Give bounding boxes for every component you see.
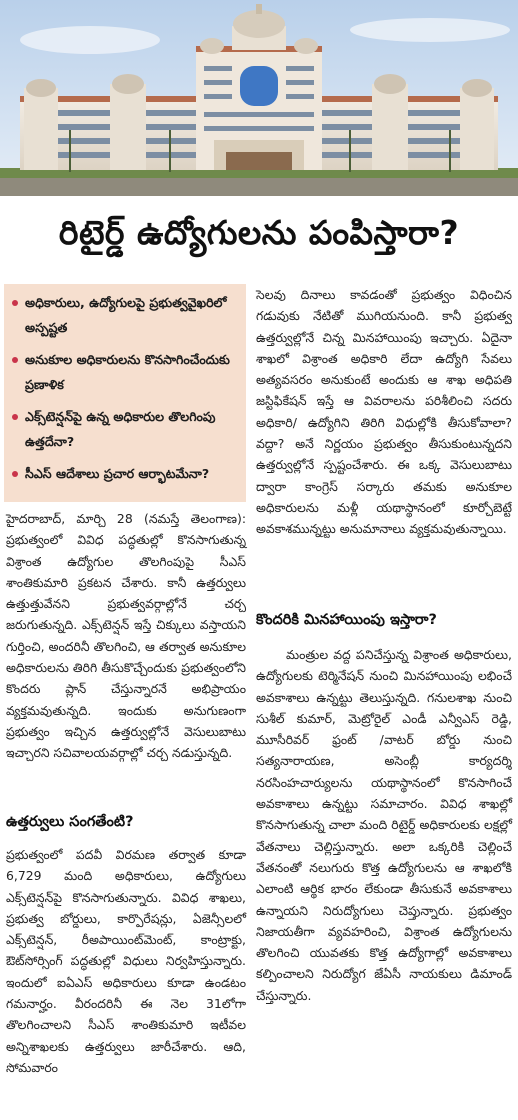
bullet-icon: [12, 357, 18, 363]
highlight-text: అనుకూల అధికారులను కొనసాగించేందుకు ప్రణాళిక: [25, 352, 230, 392]
highlight-text: ఎక్స్‌టెన్షన్‌పై ఉన్న అధికారుల తొలగింపు ఉత్తదేనా?: [25, 409, 216, 449]
bullet-icon: [12, 414, 18, 420]
bullet-icon: [12, 300, 18, 306]
highlight-item: [12, 461, 240, 486]
article-right-column-part-1: [256, 284, 512, 600]
secretariat-building-photo: [0, 0, 518, 196]
headline: రిటైర్డ్ ఉద్యోగులను పంపిస్తారా?: [58, 212, 460, 252]
article-paragraph: హైదరాబాద్, మార్చి 28 (నమస్తే తెలంగాణ): ప్రభుత్వంలో వివిధ పద్ధతుల్లో కొనసాగుతున్న విశ్రాంత ఉద్యోగుల తొలగింపుపై సీఎస్ శాంతికుమారి ప్రకటన చేశారు. కానీ ఉత్తర్వులు ఉత్తుత్తువేనని ప్రభుత్వవర్గాల్లోనే చర్చ జరుగుతున్నది. ఎక్స్‌టెన్షన్ ఇస్తే చిక్కులు వస్తాయని గుర్తించి, అందరినీ తొలగించి, ఆ తర్వాత అనుకూల అధికారులను తిరిగి తీసుకొచ్చేందుకు ప్రభుత్వంలోని కొందరు ప్లాన్ చేస్తున్నారనే అభిప్రాయం వ్యక్తమవుతున్నది. ఇందుకు అనుగుణంగా ప్రభుత్వం ఇచ్చిన ఉత్తర్వుల్లోనే వెసులుబాటు ఇచ్చారని సచివాలయవర్గాల్లో చర్చ నడుస్తున్నది.: [6, 511, 246, 761]
article-right-column-part-2: [256, 644, 512, 1114]
bullet-icon: [12, 471, 18, 477]
highlights-box: [4, 284, 246, 502]
highlight-text: సీఎస్ ఆదేశాలు ప్రచార ఆర్భాటమేనా?: [25, 466, 210, 481]
article-paragraph: సెలవు దినాలు కావడంతో ప్రభుత్వం విధించిన గడువుకు నేటితో ముగియనుంది. కానీ ప్రభుత్వ ఉత్తర్వుల్లోనే చిన్న మినహాయింపు ఇచ్చారు. ఏదైనా శాఖలో విశ్రాంత అధికారి లేదా ఉద్యోగి సేవలు అత్యవసరం అనుకుంటే అందుకు ఆ శాఖ అధిపతి జస్టిఫికేషన్ ఇస్తే ఆ వివరాలను పరిశీలించి సదరు అధికారి/ ఉద్యోగిని తిరిగి విధుల్లోకి తీసుకోవాలా? వద్దా? అనే నిర్ణయం ప్రభుత్వం తీసుకుంటున్నదని ఉత్తర్వుల్లోనే స్పష్టంచేశారు. ఈ ఒక్క వెసులుబాటు ద్వారా కాంగ్రెస్ సర్కారు తమకు అనుకూల అధికారులను మళ్లీ యథాస్థానంలో కూర్చోబెట్టే అవకాశమున్నట్టు అనుమానాలు వ్యక్తమవుతున్నాయి.: [256, 287, 512, 537]
highlight-item: [12, 404, 240, 454]
highlight-item: [12, 347, 240, 397]
section-heading: కొందరికి మినహాయింపు ఇస్తారా?: [256, 612, 437, 628]
section-heading: ఉత్తర్వులు సంగతేంటి?: [6, 814, 134, 830]
article-left-column-part-1: [6, 508, 246, 806]
highlight-item: [12, 290, 240, 340]
article-left-column-part-2: [6, 844, 246, 1114]
article-paragraph: మంత్రుల వద్ద పనిచేస్తున్న విశ్రాంత అధికారులు, ఉద్యోగులకు టెర్మినేషన్ నుంచి మినహాయింపు లభించే అవకాశాలు ఉన్నట్టు తెలుస్తున్నది. గనులశాఖ నుంచి సుశీల్ కుమార్, మెట్రోరైల్ ఎండీ ఎన్వీఎస్ రెడ్డి, మూసీరివర్ ఫ్రంట్ /వాటర్ బోర్డు నుంచి సత్యనారాయణ, అసెంబ్లీ కార్యదర్శి నరసింహచార్యులను యథాస్థానంలో కొనసాగించే అవకాశాలు ఉన్నట్టు సమాచారం. వివిధ శాఖల్లో కొనసాగుతున్న చాలా మంది రిటైర్డ్ అధికారులకు లక్షల్లో వేతనాలు చెల్లిస్తున్నారు. అలా ఒక్కరికి చెల్లించే వేతనంతో నలుగురు కొత్త ఉద్యోగులను ఆ శాఖలోకి ఎలాంటి ఆర్థిక భారం లేకుండా తీసుకునే అవకాశాలు ఉన్నాయని నిరుద్యోగులు చెప్తున్నారు. ప్రభుత్వం నిజాయతీగా వ్యవహరించి, విశ్రాంత ఉద్యోగులను తొలగించి యువతకు కొత్త ఉద్యోగాల్లో అవకాశాలు కల్పించాలని నిరుద్యోగ జేఏసీ నాయకులు డిమాండ్ చేస్తున్నారు.: [256, 647, 512, 1003]
highlight-text: అధికారులు, ఉద్యోగులపై ప్రభుత్వవైఖరిలో అస్పష్టత: [25, 295, 227, 335]
article-paragraph: ప్రభుత్వంలో పదవీ విరమణ తర్వాత కూడా 6,729 మంది అధికారులు, ఉద్యోగులు ఎక్స్‌టెన్షన్‌పై కొనసాగుతున్నారు. వివిధ శాఖలు, ప్రభుత్వ బోర్డులు, కార్పొరేషన్లు, ఏజెన్సీలలో ఎక్స్‌టెన్షన్, రీఅపాయింట్‌మెంట్, కాంట్రాక్టు, ఔట్‌సోర్సింగ్ పద్ధతుల్లో విధులు నిర్వహిస్తున్నారు. ఇందులో ఐఏఎస్ అధికారులు కూడా ఉండటం గమనార్హం. వీరందరినీ ఈ నెల 31లోగా తొలగించాలని సీఎస్ శాంతికుమారి ఇటీవల అన్నిశాఖలకు ఉత్తర్వులు జారీచేశారు. ఆది, సోమవారం: [6, 847, 246, 1075]
